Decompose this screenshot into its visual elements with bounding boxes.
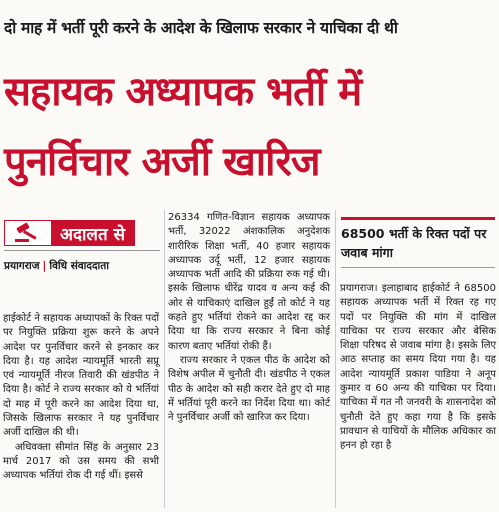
article-column-2 xyxy=(168,211,330,425)
sidebar-box xyxy=(341,217,495,268)
sidebar-rule xyxy=(341,267,495,268)
article-column-1 xyxy=(3,312,159,484)
paragraph: प्रयागराज। इलाहाबाद हाईकोर्ट ने 68500 सहायक अध्यापक भर्ती में रिक्त रह गए पदों पर नियुक्ति की मांग में दाखिल याचिका पर राज्य सरकार और बेसिक शिक्षा परिषद से जवाब मांगा है। इसके लिए आठ सप्ताह का समय दिया गया है। यह आदेश न्यायमूर्ति प्रकाश पाडिया ने अनूप कुमार व 60 अन्य की याचिका पर दिया। याचिका में गत नौ जनवरी के शासनादेश को चुनौती देते हुए कहा गया है कि इसके प्रावधान से याचियों के मौलिक अधिकार का हनन हो रहा है xyxy=(340,283,496,452)
main-headline-line-1: सहायक अध्यापक भर्ती में xyxy=(4,69,362,115)
sidebar-body xyxy=(340,282,496,454)
section-tag xyxy=(4,220,135,246)
dateline-separator: | xyxy=(42,260,47,272)
paragraph: राज्य सरकार ने एकल पीठ के आदेश को विशेष अपील में चुनौती दी। खंडपीठ ने एकल पीठ के आदेश को सही करार देते हुए दो माह में भर्तियां पूरी करने का निर्देश दिया था। कोर्ट ने पुनर्विचार अर्जी को खारिज कर दिया। xyxy=(168,354,330,424)
kicker-headline: दो माह में भर्ती पूरी करने के आदेश के खिलाफ सरकार ने याचिका दी थी xyxy=(4,19,398,37)
dateline-reporter: विधि संवाददाता xyxy=(49,260,109,272)
dateline xyxy=(4,259,109,273)
main-headline-line-2: पुनर्विचार अर्जी खारिज xyxy=(4,139,320,185)
section-rule xyxy=(4,250,160,251)
paragraph: 26334 गणित-विज्ञान सहायक अध्यापक भर्ती, 32022 अंशकालिक अनुदेशक शारीरिक शिक्षा भर्ती, 40 हजार सहायक अध्यापक उर्दू भर्ती, 12 हजार सहायक अध्यापक भर्ती आदि की प्रक्रिया रुक गई थी। इसके खिलाफ धीरेंद्र यादव व अन्य कई की ओर से याचिकाएं दाखिल हुईं तो कोर्ट ने यह कहते हुए भर्तियां रोकने का आदेश रद्द कर दिया था कि राज्य सरकार ने बिना कोई कारण बताए भर्तियां रोकी हैं। xyxy=(168,212,330,352)
gavel-icon xyxy=(4,220,52,246)
paragraph: अधिवक्ता सीमांत सिंह के अनुसार 23 मार्च 2017 को उस समय की सभी अध्यापक भर्तियां रोक दी गई थीं। इससे xyxy=(3,441,159,482)
dateline-city: प्रयागराज xyxy=(4,260,40,272)
section-tag-label: अदालत से xyxy=(52,220,135,246)
sidebar-title: 68500 भर्ती के रिक्त पदों पर जवाब मांगा xyxy=(341,226,487,260)
column-divider xyxy=(335,210,336,508)
column-divider xyxy=(164,210,165,508)
paragraph: हाईकोर्ट ने सहायक अध्यापकों के रिक्त पदों पर नियुक्ति प्रक्रिया शुरू करने के अपने आदेश पर पुनर्विचार करने से इनकार कर दिया है। यह आदेश न्यायमूर्ति भारती सप्रू एवं न्यायमूर्ति नीरज तिवारी की खंडपीठ ने दिया है। कोर्ट ने राज्य सरकार को ये भर्तियां दो माह में पूरी करने का आदेश दिया था, जिसके खिलाफ सरकार ने यह पुनर्विचार अर्जी दाखिल की थी। xyxy=(3,313,159,439)
